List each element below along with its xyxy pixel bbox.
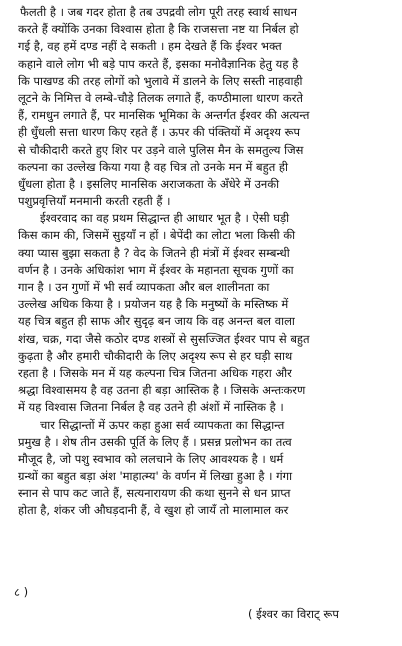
body-line: ही धुँधली सत्ता धारण किए रहते हैं । ऊपर की पंक्तियों में अदृश्य रूप bbox=[18, 125, 301, 140]
body-line: क्या प्यास बुझा सकता है ? वेद के जितने ही मंत्रों में ईश्वर सम्बन्धी bbox=[18, 245, 290, 260]
body-line: चार सिद्धान्तों में ऊपर कहा हुआ सर्व व्यापकता का सिद्धान्त bbox=[40, 417, 285, 432]
body-line: प्रमुख है । शेष तीन उसकी पूर्ति के लिए हैं । प्रसन्न प्रलोभन का तत्व bbox=[18, 434, 292, 449]
page-number: ८ ) bbox=[14, 585, 29, 599]
body-line: वर्णन है । उनके अधिकांश भाग में ईश्वर के महानता सूचक गुणों का bbox=[18, 262, 294, 277]
body-line: से चौकीदारी करते हुए शिर पर उड़ने वाले पुलिस मैन के समतुल्य जिस bbox=[18, 142, 304, 157]
body-line: कुढ़ता है और हमारी चौकीदारी के लिए अदृश्य रूप से हर घड़ी साथ bbox=[18, 348, 293, 363]
body-line: फैलती है । जब गदर होता है तब उपद्रवी लोग पूरी तरह स्वार्थ साधन bbox=[20, 5, 297, 19]
running-footer: ( ईश्वर का विराट् रूप bbox=[248, 607, 339, 621]
body-line: पशुप्रवृत्तियाँ मनमानी करती रहती हैं । bbox=[18, 194, 171, 209]
body-line: ईश्वरवाद का वह प्रथम सिद्धान्त ही आधार भूत है । ऐसी घड़ी bbox=[40, 211, 290, 226]
body-line: मौजूद है, जो पशु स्वभाव को ललचाने के लिए आवश्यक है । धर्म bbox=[18, 451, 284, 466]
body-line: किस काम की, जिसमें सुइयाँ न हों । बेपेंदी का लोटा भला किसी की bbox=[18, 228, 296, 243]
body-line: होता है, शंकर जी औघड़दानी हैं, वे खुश हो जायँ तो मालामाल कर bbox=[18, 503, 289, 518]
body-line: हैं, रामधुन लगाते हैं, पर मानसिक भूमिका के अन्तर्गत ईश्वर की अत्यन्त bbox=[18, 108, 310, 123]
body-line: रहता है । जिसके मन में यह कल्पना चित्र जितना अधिक गहरा और bbox=[18, 365, 292, 380]
body-line: गान है । उन गुणों में भी सर्व व्यापकता और बल शालीनता का bbox=[18, 280, 270, 294]
body-line: यह चित्र बहुत ही साफ और सुदृढ़ बन जाय कि वह अनन्त बल वाला bbox=[18, 314, 295, 329]
body-line: उल्लेख अधिक किया है । प्रयोजन यह है कि मनुष्यों के मस्तिष्क में bbox=[18, 297, 289, 312]
body-text bbox=[18, 4, 396, 520]
body-line: कल्पना का उल्लेख किया गया है वह चित्र तो उनके मन में बहुत ही bbox=[18, 159, 288, 174]
body-line: धुँधला होता है । इसलिए मानसिक अराजकता के अँधेरे में उनकी bbox=[18, 176, 280, 191]
body-line: में यह विश्वास जितना निर्बल है वह उतने ही अंशों में नास्तिक है । bbox=[18, 400, 284, 415]
body-line: स्नान से पाप कट जाते हैं, सत्यनारायण की कथा सुनने से धन प्राप्त bbox=[18, 486, 291, 501]
body-line: गई है, वह हमें दण्ड नहीं दे सकती । हम देखते हैं कि ईश्वर भक्त bbox=[18, 39, 282, 54]
body-line: कहाने वाले लोग भी बड़े पाप करते हैं, इसका मनोवैज्ञानिक हेतु यह है bbox=[18, 56, 299, 71]
body-line: ग्रन्थों का बहुत बड़ा अंश 'माहात्म्य' के वर्णन में लिखा हुआ है । गंगा bbox=[18, 469, 293, 484]
body-line: शंख, चक्र, गदा जैसे कठोर दण्ड शस्त्रों से सुसज्जित ईश्वर पाप से बहुत bbox=[18, 331, 310, 346]
body-line: लूटने के निमित्त वे लम्बे-चौड़े तिलक लगाते हैं, कण्ठीमाला धारण करते bbox=[18, 90, 303, 105]
body-line: कि पाखण्ड की तरह लोगों को भुलावे में डालने के लिए सस्ती नाहवाही bbox=[18, 73, 303, 88]
body-line: श्रद्धा विश्वासमय है वह उतना ही बड़ा आस्तिक है । जिसके अन्तःकरण bbox=[18, 383, 306, 398]
body-line: करते हैं क्योंकि उनका विश्वास होता है कि राजसत्ता नष्ट या निर्बल हो bbox=[18, 22, 299, 37]
